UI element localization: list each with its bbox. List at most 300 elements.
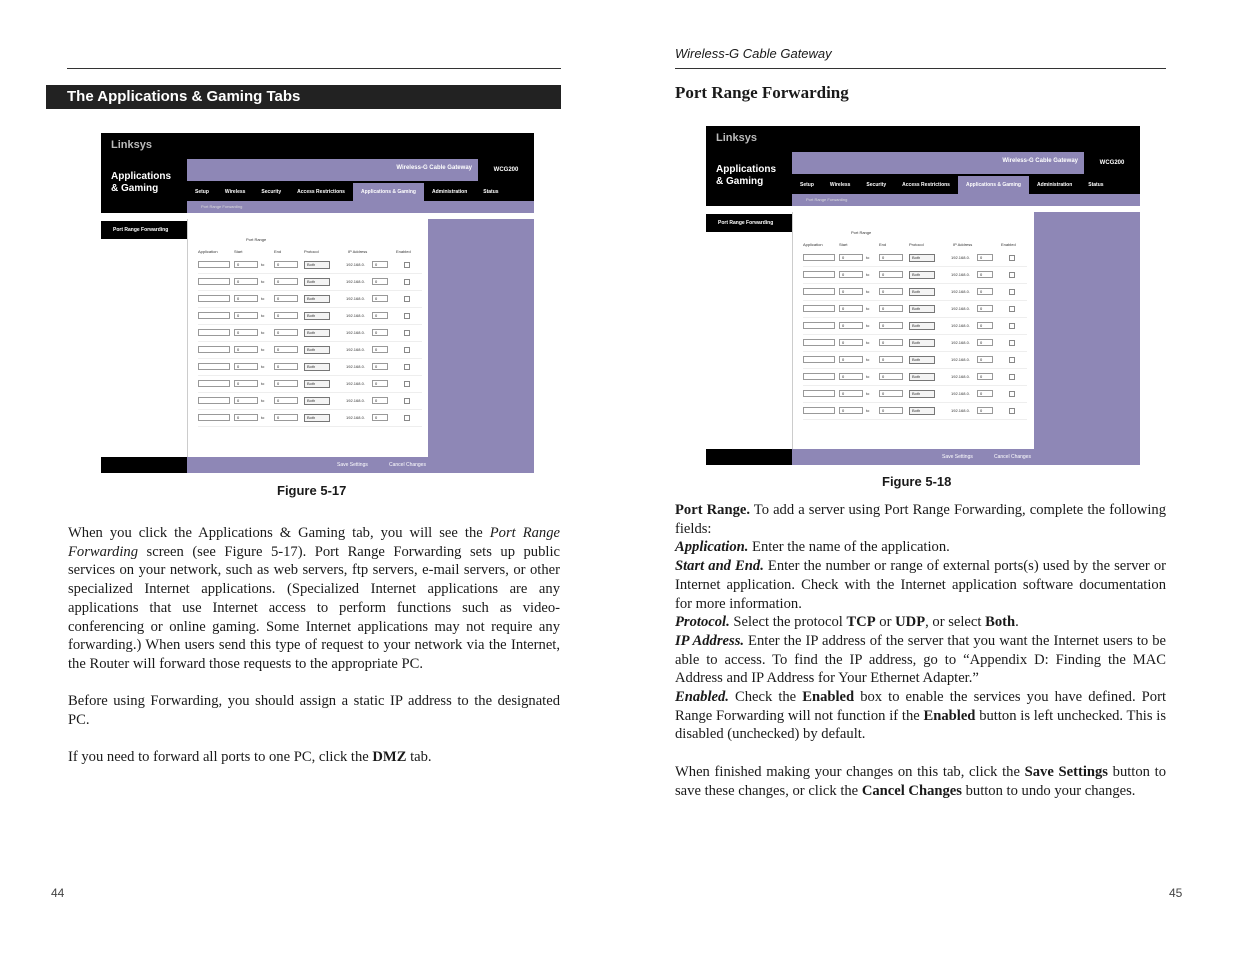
- ip-last-octet-input[interactable]: 0: [372, 278, 388, 285]
- column-header: Application: [803, 242, 823, 247]
- router-section-title: [111, 171, 171, 195]
- save-settings-button[interactable]: Save Settings: [942, 454, 973, 460]
- ip-last-octet-input[interactable]: 0: [977, 288, 993, 295]
- page-heading: Port Range Forwarding: [675, 83, 849, 102]
- tab-wireless[interactable]: Wireless: [829, 182, 851, 188]
- end-port-input[interactable]: 0: [879, 288, 903, 295]
- table-row: [198, 342, 422, 359]
- start-port-input[interactable]: 0: [839, 356, 863, 363]
- text: Enter the number or range of external ports(s) used by the server or Internet application. Check with the Internet application software documentation for more information.: [675, 558, 1166, 612]
- table-row: [198, 308, 422, 325]
- enabled-checkbox[interactable]: [404, 313, 410, 319]
- end-port-input[interactable]: 0: [879, 373, 903, 380]
- protocol-select[interactable]: Both: [909, 407, 935, 415]
- tab-setup[interactable]: Setup: [800, 182, 814, 188]
- ip-prefix: 192.168.0.: [346, 415, 365, 420]
- text: If you need to forward all ports to one PC, click the: [68, 749, 373, 765]
- to-label: to: [866, 374, 870, 379]
- tab-security[interactable]: Security: [261, 189, 282, 195]
- port-forward-table: [198, 247, 422, 427]
- start-port-input[interactable]: 0: [234, 346, 258, 353]
- table-row: [198, 393, 422, 410]
- running-header: Wireless-G Cable Gateway: [675, 46, 832, 61]
- ip-prefix: 192.168.0.: [951, 408, 970, 413]
- product-name: Wireless-G Cable Gateway: [1002, 158, 1078, 164]
- tab-security[interactable]: Security: [866, 182, 887, 188]
- model-number: WCG200: [1084, 152, 1140, 174]
- start-port-input[interactable]: 0: [234, 278, 258, 285]
- ip-prefix: 192.168.0.: [346, 364, 365, 369]
- enabled-checkbox[interactable]: [1009, 289, 1015, 295]
- subtab-port-range-forwarding[interactable]: Port Range Forwarding: [806, 197, 848, 202]
- router-section-title-line2: & Gaming: [716, 176, 764, 187]
- table-row: [803, 369, 1027, 386]
- ip-prefix: 192.168.0.: [951, 289, 970, 294]
- end-port-input[interactable]: 0: [879, 254, 903, 261]
- table-row: [198, 291, 422, 308]
- start-port-input[interactable]: 0: [234, 414, 258, 421]
- enabled-checkbox[interactable]: [404, 279, 410, 285]
- ip-last-octet-input[interactable]: 0: [977, 322, 993, 329]
- application-input[interactable]: [198, 380, 230, 387]
- router-section-title: [716, 164, 776, 188]
- end-port-input[interactable]: 0: [274, 363, 298, 370]
- start-port-input[interactable]: 0: [839, 271, 863, 278]
- table-row: [803, 335, 1027, 352]
- application-input[interactable]: [803, 305, 835, 312]
- to-label: to: [866, 255, 870, 260]
- application-input[interactable]: [803, 356, 835, 363]
- model-number: WCG200: [478, 159, 534, 181]
- label-bold-italic: Start and End.: [675, 558, 764, 575]
- table-row: [198, 325, 422, 342]
- label-bold-italic: IP Address.: [675, 632, 745, 649]
- ip-last-octet-input[interactable]: 0: [372, 363, 388, 370]
- tab-wireless[interactable]: Wireless: [224, 189, 246, 195]
- end-port-input[interactable]: 0: [274, 312, 298, 319]
- enabled-checkbox[interactable]: [404, 364, 410, 370]
- start-port-input[interactable]: 0: [839, 288, 863, 295]
- ip-prefix: 192.168.0.: [346, 347, 365, 352]
- enabled-checkbox[interactable]: [1009, 374, 1015, 380]
- start-port-input[interactable]: 0: [839, 322, 863, 329]
- save-settings-button[interactable]: Save Settings: [337, 462, 368, 468]
- text-italic: Port Range Forwarding: [68, 525, 560, 560]
- to-label: to: [261, 262, 265, 267]
- enabled-checkbox[interactable]: [1009, 272, 1015, 278]
- column-header: Enabled: [396, 249, 411, 254]
- tab-access-restrictions[interactable]: Access Restrictions: [297, 189, 345, 195]
- to-label: to: [261, 330, 265, 335]
- subtab-port-range-forwarding[interactable]: Port Range Forwarding: [201, 204, 243, 209]
- end-port-input[interactable]: 0: [274, 346, 298, 353]
- text-bold: UDP: [895, 614, 926, 631]
- table-row: [803, 267, 1027, 284]
- port-range-group-label: Port Range: [246, 237, 267, 242]
- ip-last-octet-input[interactable]: 0: [977, 305, 993, 312]
- ip-last-octet-input[interactable]: 0: [372, 261, 388, 268]
- protocol-select[interactable]: Both: [304, 278, 330, 286]
- text: When finished making your changes on this tab, click the: [675, 763, 1025, 780]
- application-input[interactable]: [803, 339, 835, 346]
- enabled-checkbox[interactable]: [1009, 340, 1015, 346]
- router-section-title-line1: Applications: [111, 171, 172, 182]
- router-header: [101, 133, 534, 213]
- end-port-input[interactable]: 0: [274, 397, 298, 404]
- ip-last-octet-input[interactable]: 0: [977, 390, 993, 397]
- column-header: IP Address: [953, 242, 973, 247]
- application-input[interactable]: [803, 288, 835, 295]
- figure-caption-left: Figure 5-17: [277, 483, 347, 498]
- table-header: [198, 247, 422, 257]
- protocol-select[interactable]: Both: [304, 295, 330, 303]
- application-input[interactable]: [198, 261, 230, 268]
- router-right-panel: [428, 219, 534, 457]
- end-port-input[interactable]: 0: [879, 271, 903, 278]
- text-bold: Both: [985, 614, 1016, 631]
- start-end-paragraph: [675, 557, 1166, 613]
- text-bold: Enabled: [923, 707, 976, 724]
- router-sidebar: [706, 206, 792, 465]
- end-port-input[interactable]: 0: [274, 295, 298, 302]
- left-paragraph-2: [68, 692, 560, 729]
- start-port-input[interactable]: 0: [839, 373, 863, 380]
- protocol-select[interactable]: Both: [909, 271, 935, 279]
- port-forward-table: [803, 240, 1027, 420]
- table-row: [198, 359, 422, 376]
- table-rows: [803, 250, 1027, 420]
- start-port-input[interactable]: 0: [839, 339, 863, 346]
- to-label: to: [261, 347, 265, 352]
- to-label: to: [261, 381, 265, 386]
- enabled-checkbox[interactable]: [404, 347, 410, 353]
- column-header: Start: [839, 242, 848, 247]
- start-port-input[interactable]: 0: [234, 261, 258, 268]
- table-row: [803, 403, 1027, 420]
- text: button is left unchecked. This is disabled (unchecked) by default.: [675, 707, 1166, 743]
- enabled-checkbox[interactable]: [404, 262, 410, 268]
- ip-last-octet-input[interactable]: 0: [977, 373, 993, 380]
- column-header: Enabled: [1001, 242, 1016, 247]
- left-paragraph-3: [68, 748, 560, 767]
- screenshot-figure-5-17: [101, 133, 534, 473]
- protocol-select[interactable]: Both: [304, 329, 330, 337]
- ip-prefix: 192.168.0.: [346, 398, 365, 403]
- ip-prefix: 192.168.0.: [346, 296, 365, 301]
- left-paragraph-1: [68, 524, 560, 674]
- start-port-input[interactable]: 0: [839, 407, 863, 414]
- to-label: to: [866, 340, 870, 345]
- ip-prefix: 192.168.0.: [951, 340, 970, 345]
- end-port-input[interactable]: 0: [274, 329, 298, 336]
- end-port-input[interactable]: 0: [274, 380, 298, 387]
- protocol-select[interactable]: Both: [909, 322, 935, 330]
- enabled-checkbox[interactable]: [1009, 408, 1015, 414]
- text: Before using Forwarding, you should assign a static IP address to the designated PC.: [68, 693, 560, 728]
- end-port-input[interactable]: 0: [879, 339, 903, 346]
- text: tab.: [406, 749, 432, 765]
- ip-last-octet-input[interactable]: 0: [372, 329, 388, 336]
- ip-last-octet-input[interactable]: 0: [977, 271, 993, 278]
- start-port-input[interactable]: 0: [839, 305, 863, 312]
- right-body-text: [675, 501, 1166, 800]
- text: box to enable the services you have defined. Port Range Forwarding will not function if the: [675, 689, 1166, 724]
- enabled-checkbox[interactable]: [1009, 323, 1015, 329]
- column-header: IP Address: [348, 249, 368, 254]
- application-input[interactable]: [198, 346, 230, 353]
- ip-last-octet-input[interactable]: 0: [372, 312, 388, 319]
- router-header: [706, 126, 1140, 206]
- column-header: Protocol: [304, 249, 319, 254]
- enabled-checkbox[interactable]: [1009, 255, 1015, 261]
- ip-last-octet-input[interactable]: 0: [977, 407, 993, 414]
- end-port-input[interactable]: 0: [879, 407, 903, 414]
- table-row: [198, 410, 422, 427]
- text: Enter the name of the application.: [748, 539, 950, 556]
- protocol-select[interactable]: Both: [304, 414, 330, 422]
- text-bold: Save Settings: [1024, 763, 1108, 780]
- router-content: [792, 212, 1034, 449]
- router-tabs: [792, 176, 1140, 194]
- protocol-select[interactable]: Both: [909, 373, 935, 381]
- ip-last-octet-input[interactable]: 0: [372, 380, 388, 387]
- application-input[interactable]: [198, 278, 230, 285]
- tab-administration[interactable]: Administration: [431, 189, 468, 195]
- router-section-title-line1: Applications: [716, 164, 777, 175]
- table-row: [198, 274, 422, 291]
- tab-setup[interactable]: Setup: [195, 189, 209, 195]
- label-bold-italic: Protocol.: [675, 614, 730, 631]
- end-port-input[interactable]: 0: [879, 356, 903, 363]
- text: button to save these changes, or click the: [675, 763, 1166, 799]
- protocol-select[interactable]: Both: [909, 339, 935, 347]
- text-bold: TCP: [846, 614, 876, 631]
- router-footer: [101, 457, 534, 473]
- router-subtabs: [792, 194, 1140, 206]
- page-number-right: 45: [1169, 886, 1183, 900]
- ip-prefix: 192.168.0.: [951, 255, 970, 260]
- start-port-input[interactable]: 0: [839, 390, 863, 397]
- to-label: to: [866, 323, 870, 328]
- text: button to undo your changes.: [961, 782, 1136, 799]
- text: screen (see Figure 5-17). Port Range Forwarding sets up public services on your network, such as web servers, ftp servers, e-mail servers, or other specialized Internet applications. (Specialized Internet applications are any applications that use Internet access to perform functions such as video-conferencing or online gaming. Some Internet applications may not require any forwarding.) When users send this type of request to your network via the Internet, the Router will forward those requests to the appropriate PC.: [68, 543, 560, 672]
- enabled-checkbox[interactable]: [1009, 306, 1015, 312]
- start-port-input[interactable]: 0: [234, 312, 258, 319]
- to-label: to: [866, 408, 870, 413]
- application-input[interactable]: [803, 373, 835, 380]
- protocol-select[interactable]: Both: [304, 380, 330, 388]
- to-label: to: [866, 289, 870, 294]
- ip-last-octet-input[interactable]: 0: [977, 254, 993, 261]
- end-port-input[interactable]: 0: [274, 261, 298, 268]
- enabled-checkbox[interactable]: [404, 381, 410, 387]
- end-port-input[interactable]: 0: [879, 390, 903, 397]
- application-input[interactable]: [198, 397, 230, 404]
- text-bold: Enabled: [802, 689, 855, 706]
- product-strip: [792, 152, 1140, 174]
- linksys-logo: Linksys: [716, 132, 757, 144]
- to-label: to: [866, 391, 870, 396]
- to-label: to: [261, 398, 265, 403]
- application-input[interactable]: [803, 322, 835, 329]
- enabled-checkbox[interactable]: [1009, 357, 1015, 363]
- start-port-input[interactable]: 0: [839, 254, 863, 261]
- ip-last-octet-input[interactable]: 0: [977, 339, 993, 346]
- column-header: End: [274, 249, 282, 254]
- sidebar-port-range-forwarding[interactable]: Port Range Forwarding: [706, 214, 792, 232]
- router-footer-right: [792, 449, 1140, 465]
- protocol-select[interactable]: Both: [304, 346, 330, 354]
- start-port-input[interactable]: 0: [234, 363, 258, 370]
- sidebar-port-range-forwarding[interactable]: Port Range Forwarding: [101, 221, 187, 239]
- application-input[interactable]: [198, 329, 230, 336]
- table-row: [803, 318, 1027, 335]
- table-row: [803, 386, 1027, 403]
- cancel-changes-button[interactable]: Cancel Changes: [994, 454, 1031, 460]
- start-port-input[interactable]: 0: [234, 329, 258, 336]
- section-title-bar: The Applications & Gaming Tabs: [46, 85, 561, 109]
- end-port-input[interactable]: 0: [879, 322, 903, 329]
- ip-prefix: 192.168.0.: [951, 323, 970, 328]
- ip-last-octet-input[interactable]: 0: [977, 356, 993, 363]
- finish-paragraph: [675, 763, 1166, 800]
- text: Enter the IP address of the server that you want the Internet users to be able to access. To find the IP address, go to “Appendix D: Finding the MAC Address and IP Address for Your Ethernet Adapter.”: [675, 632, 1167, 687]
- to-label: to: [261, 415, 265, 420]
- application-input[interactable]: [803, 254, 835, 261]
- left-top-rule: [67, 68, 561, 69]
- ip-address-paragraph: [675, 632, 1166, 688]
- application-input[interactable]: [198, 295, 230, 302]
- label-bold-italic: Enabled.: [675, 689, 729, 706]
- port-range-paragraph: [675, 501, 1166, 538]
- to-label: to: [261, 364, 265, 369]
- ip-prefix: 192.168.0.: [346, 313, 365, 318]
- start-port-input[interactable]: 0: [234, 295, 258, 302]
- application-input[interactable]: [803, 407, 835, 414]
- to-label: to: [261, 296, 265, 301]
- router-footer: [706, 449, 1140, 465]
- protocol-select[interactable]: Both: [304, 261, 330, 269]
- label-bold-italic: Application.: [675, 539, 749, 556]
- router-tabs: [187, 183, 534, 201]
- enabled-paragraph: [675, 688, 1166, 744]
- ip-prefix: 192.168.0.: [346, 330, 365, 335]
- table-row: [803, 250, 1027, 267]
- enabled-checkbox[interactable]: [1009, 391, 1015, 397]
- router-footer-right: [187, 457, 534, 473]
- text: To add a server using Port Range Forwarding, complete the following fields:: [675, 502, 1166, 537]
- ip-prefix: 192.168.0.: [951, 391, 970, 396]
- end-port-input[interactable]: 0: [879, 305, 903, 312]
- ip-prefix: 192.168.0.: [346, 279, 365, 284]
- to-label: to: [261, 279, 265, 284]
- tab-status[interactable]: Status: [483, 189, 499, 195]
- ip-prefix: 192.168.0.: [951, 272, 970, 277]
- tab-applications-gaming[interactable]: Applications & Gaming: [353, 183, 424, 201]
- page-number-left: 44: [51, 886, 65, 900]
- table-header: [803, 240, 1027, 250]
- protocol-select[interactable]: Both: [909, 288, 935, 296]
- protocol-select[interactable]: Both: [909, 254, 935, 262]
- label-bold: Port Range.: [675, 502, 750, 518]
- column-header: Start: [234, 249, 243, 254]
- product-strip: [187, 159, 534, 181]
- column-header: Protocol: [909, 242, 924, 247]
- tab-applications-gaming[interactable]: Applications & Gaming: [958, 176, 1029, 194]
- table-row: [803, 352, 1027, 369]
- protocol-select[interactable]: Both: [909, 305, 935, 313]
- text-bold: Cancel Changes: [861, 782, 962, 799]
- to-label: to: [866, 272, 870, 277]
- cancel-changes-button[interactable]: Cancel Changes: [389, 462, 426, 468]
- end-port-input[interactable]: 0: [274, 414, 298, 421]
- ip-last-octet-input[interactable]: 0: [372, 295, 388, 302]
- text: .: [1015, 614, 1019, 631]
- protocol-select[interactable]: Both: [304, 363, 330, 371]
- protocol-select[interactable]: Both: [304, 312, 330, 320]
- application-input[interactable]: [198, 363, 230, 370]
- screenshot-figure-5-18: [706, 126, 1140, 465]
- product-name: Wireless-G Cable Gateway: [396, 165, 472, 171]
- application-input[interactable]: [198, 312, 230, 319]
- protocol-select[interactable]: Both: [909, 356, 935, 364]
- start-port-input[interactable]: 0: [234, 380, 258, 387]
- table-rows: [198, 257, 422, 427]
- spacer: [675, 744, 1166, 763]
- text: When you click the Applications & Gaming tab, you will see the: [68, 525, 490, 541]
- text: , or select: [925, 614, 986, 631]
- router-right-panel: [1034, 212, 1140, 449]
- to-label: to: [866, 306, 870, 311]
- to-label: to: [261, 313, 265, 318]
- text: Select the protocol: [729, 614, 847, 631]
- router-content: [187, 219, 428, 457]
- tab-administration[interactable]: Administration: [1036, 182, 1073, 188]
- enabled-checkbox[interactable]: [404, 398, 410, 404]
- column-header: Application: [198, 249, 218, 254]
- ip-prefix: 192.168.0.: [951, 306, 970, 311]
- column-header: End: [879, 242, 887, 247]
- ip-prefix: 192.168.0.: [951, 374, 970, 379]
- application-input[interactable]: [803, 390, 835, 397]
- enabled-checkbox[interactable]: [404, 330, 410, 336]
- ip-last-octet-input[interactable]: 0: [372, 397, 388, 404]
- end-port-input[interactable]: 0: [274, 278, 298, 285]
- application-paragraph: [675, 538, 1166, 557]
- start-port-input[interactable]: 0: [234, 397, 258, 404]
- router-subtabs: [187, 201, 534, 213]
- protocol-select[interactable]: Both: [304, 397, 330, 405]
- enabled-checkbox[interactable]: [404, 296, 410, 302]
- table-row: [803, 301, 1027, 318]
- application-input[interactable]: [198, 414, 230, 421]
- protocol-paragraph: [675, 613, 1166, 632]
- router-sidebar: [101, 213, 187, 473]
- enabled-checkbox[interactable]: [404, 415, 410, 421]
- ip-prefix: 192.168.0.: [346, 262, 365, 267]
- linksys-logo: Linksys: [111, 139, 152, 151]
- tab-access-restrictions[interactable]: Access Restrictions: [902, 182, 950, 188]
- table-row: [198, 376, 422, 393]
- right-top-rule: [675, 68, 1166, 69]
- tab-status[interactable]: Status: [1088, 182, 1104, 188]
- ip-last-octet-input[interactable]: 0: [372, 346, 388, 353]
- application-input[interactable]: [803, 271, 835, 278]
- to-label: to: [866, 357, 870, 362]
- table-row: [198, 257, 422, 274]
- ip-last-octet-input[interactable]: 0: [372, 414, 388, 421]
- protocol-select[interactable]: Both: [909, 390, 935, 398]
